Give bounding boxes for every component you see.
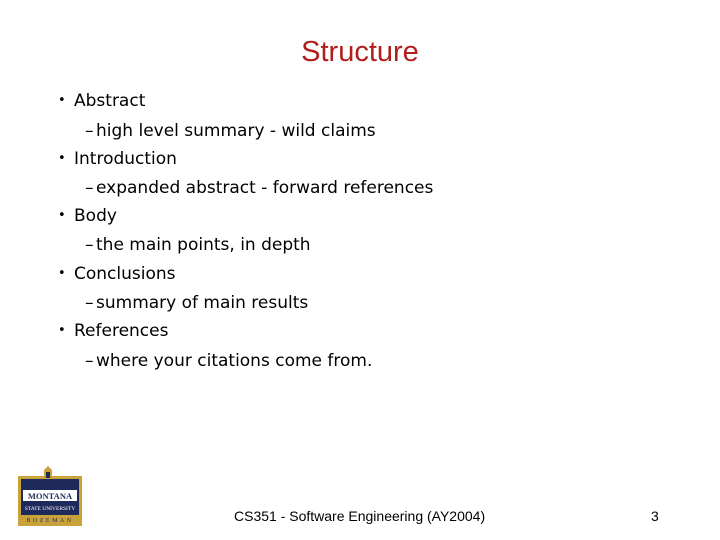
bullet-item-conclusions xyxy=(58,264,176,284)
logo-tower-window xyxy=(46,472,50,478)
logo-line3: BOZEMAN xyxy=(26,518,74,524)
page-number: 3 xyxy=(651,508,659,524)
sub-item-references xyxy=(85,351,372,371)
dash-icon: – xyxy=(85,293,94,313)
slide-title xyxy=(0,36,720,69)
bullet-dot-icon: • xyxy=(58,266,66,281)
bullet-item-introduction xyxy=(58,149,177,169)
dash-icon: – xyxy=(85,235,94,255)
bullet-label: Abstract xyxy=(74,91,146,111)
logo-line2: STATE UNIVERSITY xyxy=(24,506,76,512)
sub-label: the main points, in depth xyxy=(96,235,311,255)
dash-icon: – xyxy=(85,351,94,371)
bullet-dot-icon: • xyxy=(58,151,66,166)
slide-footer: CS351 - Software Engineering (AY2004) xyxy=(234,508,486,524)
slide-title-text: Structure xyxy=(301,36,419,68)
bullet-label: Body xyxy=(74,206,117,226)
bullet-label: References xyxy=(74,321,169,341)
sub-item-introduction xyxy=(85,178,433,198)
dash-icon: – xyxy=(85,121,94,141)
sub-label: high level summary - wild claims xyxy=(96,121,376,141)
bullet-item-body xyxy=(58,206,117,226)
dash-icon: – xyxy=(85,178,94,198)
sub-label: where your citations come from. xyxy=(96,351,373,371)
bullet-dot-icon: • xyxy=(58,323,66,338)
bullet-dot-icon: • xyxy=(58,93,66,108)
bullet-label: Conclusions xyxy=(74,264,176,284)
sub-label: expanded abstract - forward references xyxy=(96,178,434,198)
bullet-item-references xyxy=(58,321,168,341)
bullet-label: Introduction xyxy=(74,149,177,169)
logo-line1: MONTANA xyxy=(27,491,73,501)
montana-state-logo xyxy=(17,464,85,528)
bullet-item-abstract xyxy=(58,91,145,111)
sub-label: summary of main results xyxy=(96,293,309,313)
sub-item-conclusions xyxy=(85,293,308,313)
bullet-dot-icon: • xyxy=(58,208,66,223)
sub-item-body xyxy=(85,235,311,255)
sub-item-abstract xyxy=(85,121,376,141)
